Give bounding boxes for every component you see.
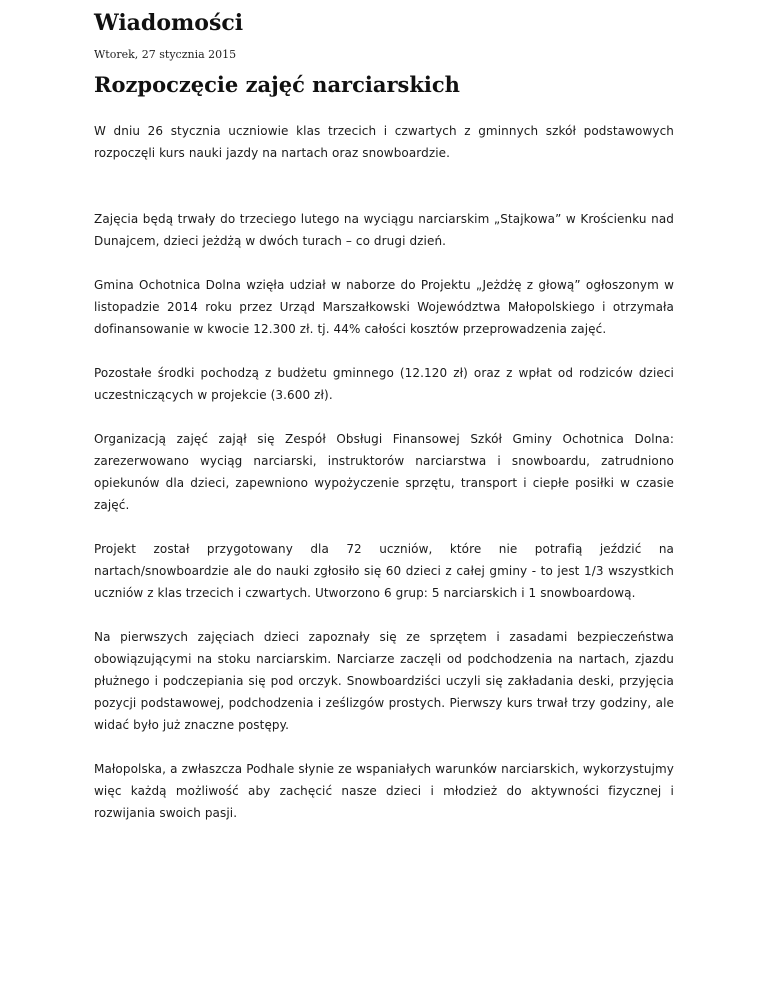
article-paragraph: Małopolska, a zwłaszcza Podhale słynie ze wspaniałych warunków narciarskich, wykorzystujmy więc każdą możliwość aby zachęcić nasze dzieci i młodzież do aktywności fizycznej i rozwijania swoich pasji.: [94, 762, 674, 820]
article-paragraph: W dniu 26 stycznia uczniowie klas trzecich i czwartych z gminnych szkół podstawowych rozpoczęli kurs nauki jazdy na nartach oraz snowboardzie.: [94, 124, 674, 160]
article-paragraph: Zajęcia będą trwały do trzeciego lutego na wyciągu narciarskim „Stajkowa” w Krościenku nad Dunajcem, dzieci jeżdżą w dwóch turach – co drugi dzień.: [94, 212, 674, 248]
article-paragraph: Na pierwszych zajęciach dzieci zapoznały się ze sprzętem i zasadami bezpieczeństwa obowiązującymi na stoku narciarskim. Narciarze zaczęli od podchodzenia na nartach, zjazdu płużnego i podczepiania się pod orczyk. Snowboardziści uczyli się zakładania deski, przyjęcia pozycji podstawowej, podchodzenia i ześlizgów prostych. Pierwszy kurs trwał trzy godziny, ale widać było już znaczne postępy.: [94, 630, 674, 732]
article-date: Wtorek, 27 stycznia 2015: [94, 48, 237, 61]
site-title: Wiadomości: [94, 10, 244, 36]
article-paragraph: Organizacją zajęć zajął się Zespół Obsługi Finansowej Szkół Gminy Ochotnica Dolna: zarezerwowano wyciąg narciarski, instruktorów narciarstwa i snowboardu, zatrudniono opiekunów dla dzieci, zapewniono wypożyczenie sprzętu, transport i ciepłe posiłki w czasie zajęć.: [94, 432, 674, 512]
article-paragraph: Gmina Ochotnica Dolna wzięła udział w naborze do Projektu „Jeżdżę z głową” ogłoszonym w listopadzie 2014 roku przez Urząd Marszałkowski Województwa Małopolskiego i otrzymała dofinansowanie w kwocie 12.300 zł. tj. 44% całości kosztów przeprowadzenia zajęć.: [94, 278, 674, 336]
article-paragraph: Pozostałe środki pochodzą z budżetu gminnego (12.120 zł) oraz z wpłat od rodziców dzieci uczestniczących w projekcie (3.600 zł).: [94, 366, 674, 402]
article-headline: Rozpoczęcie zajęć narciarskich: [94, 72, 460, 97]
article-paragraph: Projekt został przygotowany dla 72 uczniów, które nie potrafią jeździć na nartach/snowboardzie ale do nauki zgłosiło się 60 dzieci z całej gminy - to jest 1/3 wszystkich uczniów z klas trzecich i czwartych. Utworzono 6 grup: 5 narciarskich i 1 snowboardową.: [94, 542, 674, 600]
article-body: [94, 120, 674, 824]
article-page: [94, 0, 674, 824]
